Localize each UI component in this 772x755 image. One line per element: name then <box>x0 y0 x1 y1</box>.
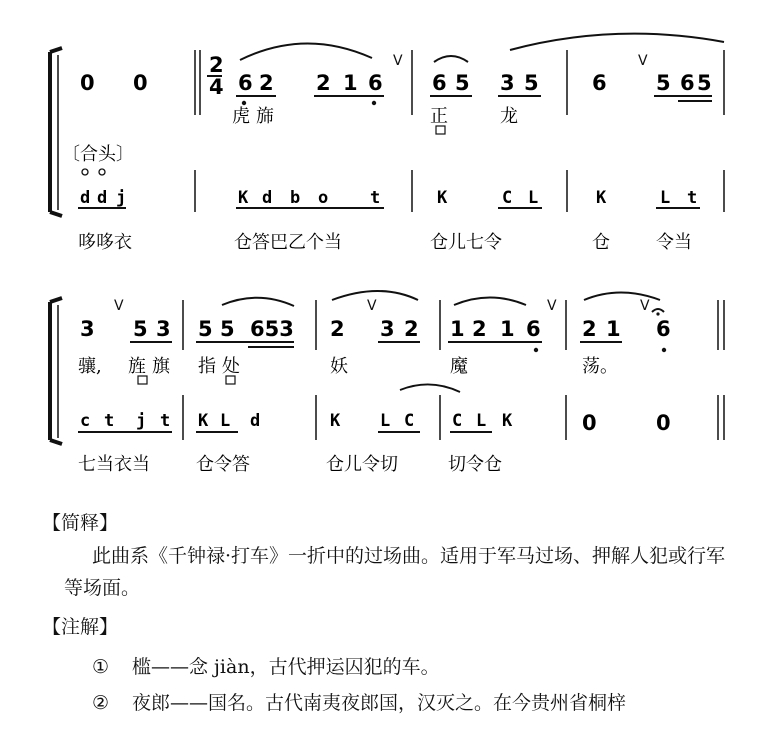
note: 2 <box>259 71 274 95</box>
svg-text:5: 5 <box>220 317 235 341</box>
svg-text:K: K <box>198 411 209 431</box>
svg-text:C: C <box>404 411 415 431</box>
svg-text:正: 正 <box>430 106 448 127</box>
svg-text:j: j <box>136 411 147 431</box>
svg-text:653: 653 <box>250 317 294 341</box>
annotation-text: 槛——念 jiàn，古代押运囚犯的车。 <box>132 656 440 678</box>
svg-text:c: c <box>80 411 91 431</box>
svg-text:5: 5 <box>198 317 213 341</box>
system-1 <box>50 34 724 253</box>
svg-text:魔: 魔 <box>450 356 468 377</box>
note: 6 <box>432 71 447 95</box>
svg-text:七当衣当: 七当衣当 <box>78 454 150 475</box>
svg-text:旗: 旗 <box>152 356 170 377</box>
melody-row-2 <box>80 317 671 341</box>
svg-text:龙: 龙 <box>500 106 518 127</box>
system-bracket-2 <box>50 298 62 444</box>
svg-text:j: j <box>116 188 127 208</box>
svg-text:C: C <box>502 188 513 208</box>
note: 3 <box>500 71 515 95</box>
svg-text:L: L <box>660 188 671 208</box>
svg-text:t: t <box>687 188 698 208</box>
svg-text:骧,: 骧, <box>78 356 102 377</box>
breath-marks-1 <box>393 53 648 69</box>
percussion-lyrics-1 <box>78 232 692 253</box>
melody-lyrics-2 <box>78 356 618 377</box>
note: 6 <box>592 71 607 95</box>
svg-text:V: V <box>547 298 557 314</box>
svg-text:K: K <box>238 188 249 208</box>
svg-text:切令仓: 切令仓 <box>448 454 502 475</box>
brief-heading: 【简释】 <box>42 512 119 534</box>
melody-lyrics-1 <box>232 106 518 127</box>
note: 5 <box>697 71 712 95</box>
system-bracket-1 <box>50 48 62 216</box>
annotation-1 <box>92 652 440 679</box>
time-signature-top: 2 <box>209 53 224 77</box>
note: 6 <box>368 71 383 95</box>
svg-text:2: 2 <box>330 317 345 341</box>
svg-text:2: 2 <box>582 317 597 341</box>
breath-marks-2 <box>114 298 650 314</box>
svg-text:3: 3 <box>380 317 395 341</box>
octave-dots-1 <box>242 101 376 105</box>
annotation-number: ② <box>92 692 110 714</box>
svg-text:d: d <box>80 188 91 208</box>
melody-row-1 <box>80 71 712 95</box>
svg-text:仓儿令切: 仓儿令切 <box>326 454 398 475</box>
svg-text:t: t <box>104 411 115 431</box>
svg-text:3: 3 <box>156 317 171 341</box>
svg-text:仓答巴乙个当: 仓答巴乙个当 <box>234 232 342 253</box>
svg-text:哆哆衣: 哆哆衣 <box>78 232 132 253</box>
svg-text:V: V <box>638 53 648 69</box>
svg-text:荡。: 荡。 <box>582 356 618 377</box>
svg-text:1: 1 <box>500 317 515 341</box>
svg-text:V: V <box>640 298 650 314</box>
svg-text:K: K <box>596 188 607 208</box>
svg-text:1: 1 <box>606 317 621 341</box>
svg-text:K: K <box>330 411 341 431</box>
svg-text:0: 0 <box>656 411 671 435</box>
svg-text:V: V <box>367 298 377 314</box>
note: 5 <box>656 71 671 95</box>
svg-text:L: L <box>528 188 539 208</box>
svg-text:指: 指 <box>198 356 216 377</box>
svg-text:仓儿七令: 仓儿七令 <box>430 232 502 253</box>
svg-text:妖: 妖 <box>330 356 348 377</box>
annotation-heading: 【注解】 <box>42 616 119 638</box>
svg-text:3: 3 <box>80 317 95 341</box>
svg-text:C: C <box>452 411 463 431</box>
note: 6 <box>238 71 253 95</box>
svg-text:d: d <box>97 188 108 208</box>
note: 5 <box>524 71 539 95</box>
svg-text:K: K <box>437 188 448 208</box>
svg-text:6: 6 <box>526 317 541 341</box>
svg-text:L: L <box>220 411 231 431</box>
svg-text:仓令答: 仓令答 <box>196 454 250 475</box>
time-signature-bottom: 4 <box>209 75 224 99</box>
note: 5 <box>455 71 470 95</box>
note: 2 <box>316 71 331 95</box>
svg-text:d: d <box>250 411 261 431</box>
note: 1 <box>343 71 358 95</box>
svg-text:o: o <box>318 188 329 208</box>
svg-text:V: V <box>393 53 403 69</box>
note: 0 <box>80 71 95 95</box>
svg-text:L: L <box>476 411 487 431</box>
svg-text:令当: 令当 <box>656 232 692 253</box>
svg-text:旌: 旌 <box>128 356 146 377</box>
svg-text:0: 0 <box>582 411 597 435</box>
percussion-lyrics-2 <box>78 454 502 475</box>
svg-text:b: b <box>290 188 301 208</box>
annotation-number: ① <box>92 656 110 678</box>
svg-text:d: d <box>262 188 273 208</box>
duration-lines-1 <box>236 34 724 101</box>
svg-text:K: K <box>502 411 513 431</box>
svg-text:1: 1 <box>450 317 465 341</box>
svg-text:2: 2 <box>472 317 487 341</box>
svg-text:6: 6 <box>656 317 671 341</box>
svg-text:旆: 旆 <box>256 106 274 127</box>
system-2 <box>50 291 724 475</box>
svg-text:V: V <box>114 298 124 314</box>
brief-text: 此曲系《千钟禄·打车》一折中的过场曲。适用于军马过场、押解人犯或行军等场面。 <box>64 545 726 599</box>
svg-text:L: L <box>380 411 391 431</box>
annotation-text: 夜郎——国名。古代南夷夜郎国，汉灭之。在今贵州省桐梓 <box>132 692 627 714</box>
svg-text:仓: 仓 <box>592 232 610 253</box>
note: 0 <box>133 71 148 95</box>
percussion-row-1 <box>80 188 697 208</box>
svg-text:t: t <box>370 188 381 208</box>
annotation-2 <box>92 688 626 715</box>
note: 6 <box>680 71 695 95</box>
svg-text:2: 2 <box>404 317 419 341</box>
svg-text:5: 5 <box>133 317 148 341</box>
percussion-label: 〔合头〕 <box>62 144 134 165</box>
svg-text:t: t <box>160 411 171 431</box>
svg-text:虎: 虎 <box>232 106 250 127</box>
svg-text:处: 处 <box>222 356 240 377</box>
